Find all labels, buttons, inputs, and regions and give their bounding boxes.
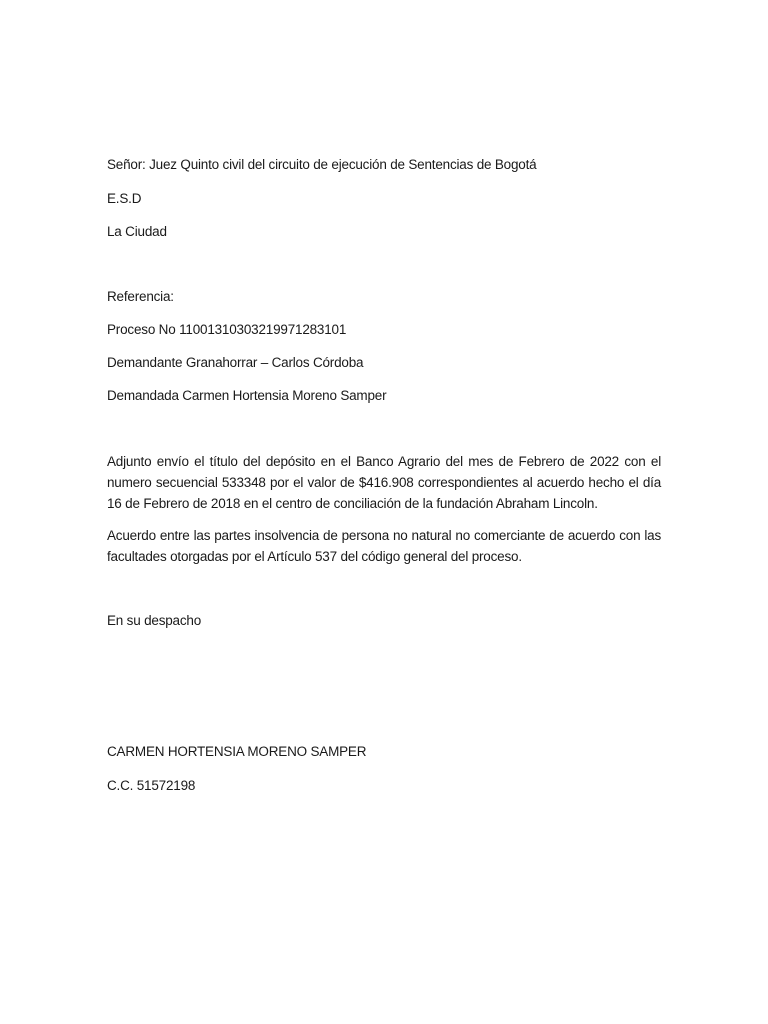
process-number: Proceso No 11001310303219971283101 [107,322,347,337]
body-paragraph-1: Adjunto envío el título del depósito en el Banco Agrario del mes de Febrero de 2022 con el numero secuencial 533348 por el valor de $416.908 correspondientes al acuerdo hecho el día 16 de Febrero de 2018 en el centro de conciliación de la fundación Abraham Lincoln. [107,454,661,511]
city-line: La Ciudad [107,224,167,239]
esd-line: E.S.D [107,191,142,206]
salutation-line: Señor: Juez Quinto civil del circuito de ejecución de Sentencias de Bogotá [107,157,537,172]
reference-label: Referencia: [107,289,174,304]
body-paragraph-2: Acuerdo entre las partes insolvencia de persona no natural no comerciante de acuerdo con las facultades otorgadas por el Artículo 537 del código general del proceso. [107,528,661,564]
plaintiff-line: Demandante Granahorrar – Carlos Córdoba [107,355,364,370]
signer-id: C.C. 51572198 [107,778,196,793]
closing-line: En su despacho [107,613,202,628]
signer-name: CARMEN HORTENSIA MORENO SAMPER [107,744,367,759]
defendant-line: Demandada Carmen Hortensia Moreno Samper [107,388,387,403]
